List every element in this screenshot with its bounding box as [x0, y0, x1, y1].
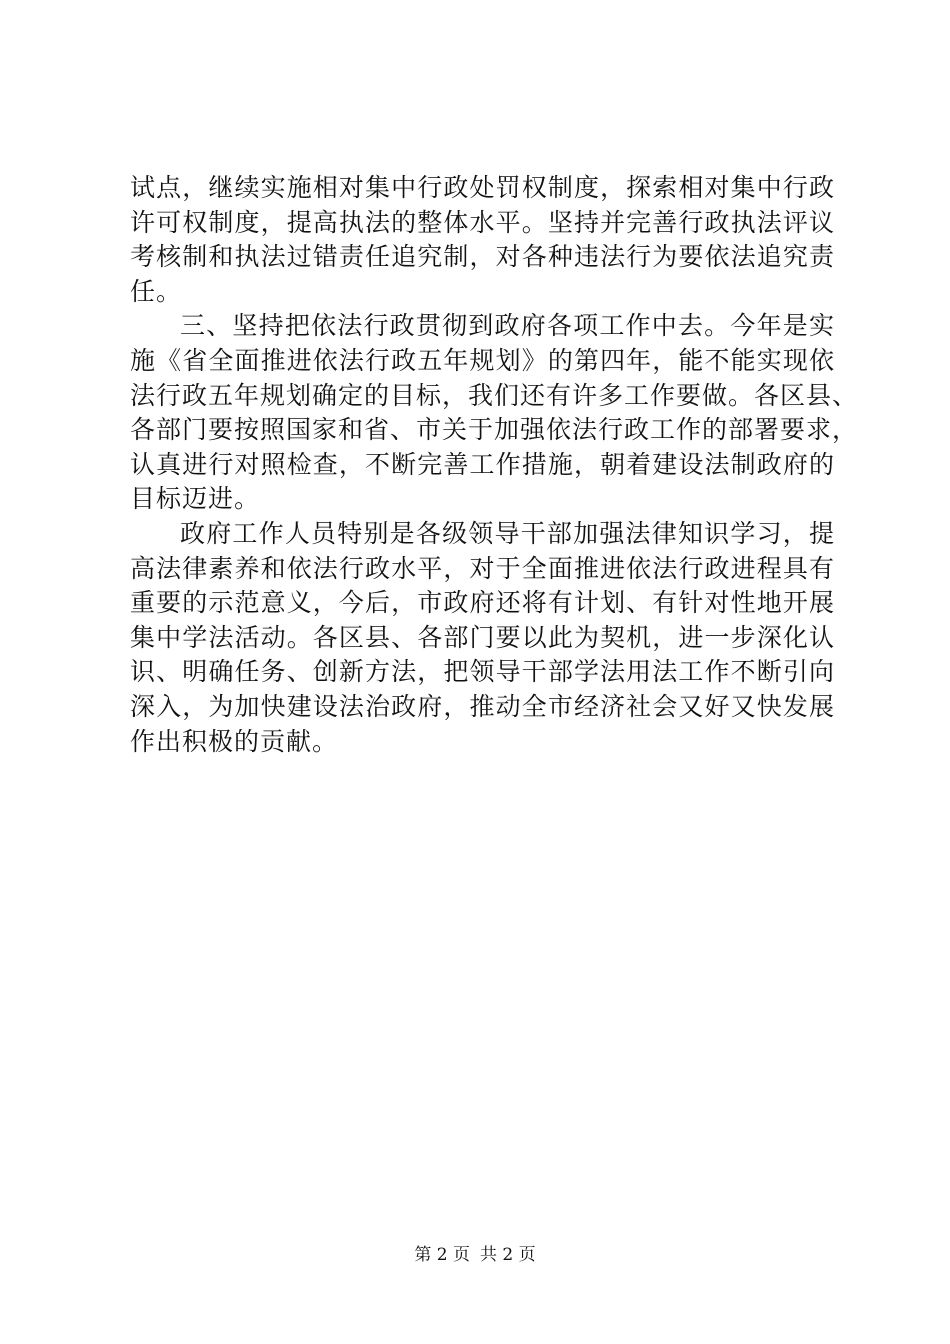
- page-footer: [0, 1243, 950, 1267]
- text-line: 试点，继续实施相对集中行政处罚权制度，探索相对集中行政: [130, 173, 835, 202]
- text-line: 认真进行对照检查，不断完善工作措施，朝着建设法制政府的: [130, 449, 835, 479]
- page-number-current: 第 2 页: [414, 1245, 470, 1265]
- text-line: 任。: [130, 276, 183, 306]
- text-line: 高法律素养和依法行政水平，对于全面推进依法行政进程具有: [130, 553, 835, 583]
- text-line: 重要的示范意义，今后，市政府还将有计划、有针对性地开展: [130, 588, 835, 618]
- text-line: 三、坚持把依法行政贯彻到政府各项工作中去。今年是实: [180, 311, 835, 341]
- text-line: 许可权制度，提高执法的整体水平。坚持并完善行政执法评议: [130, 207, 835, 237]
- text-line: 施《省全面推进依法行政五年规划》的第四年，能不能实现依: [130, 345, 835, 375]
- page-number-total: 共 2 页: [480, 1245, 536, 1265]
- document-body: [130, 171, 859, 759]
- text-line: 政府工作人员特别是各级领导干部加强法律知识学习，提: [180, 518, 835, 548]
- text-line: 深入，为加快建设法治政府，推动全市经济社会又好又快发展: [130, 691, 835, 721]
- text-line: 各部门要按照国家和省、市关于加强依法行政工作的部署要求，: [130, 415, 859, 445]
- text-line: 目标迈进。: [130, 484, 261, 514]
- text-line: 作出积极的贡献。: [130, 726, 339, 756]
- text-line: 识、明确任务、创新方法，把领导干部学法用法工作不断引向: [130, 657, 835, 687]
- text-line: 考核制和执法过错责任追究制，对各种违法行为要依法追究责: [130, 242, 835, 272]
- text-line: 集中学法活动。各区县、各部门要以此为契机，进一步深化认: [130, 622, 835, 652]
- text-line: 法行政五年规划确定的目标，我们还有许多工作要做。各区县、: [130, 380, 859, 410]
